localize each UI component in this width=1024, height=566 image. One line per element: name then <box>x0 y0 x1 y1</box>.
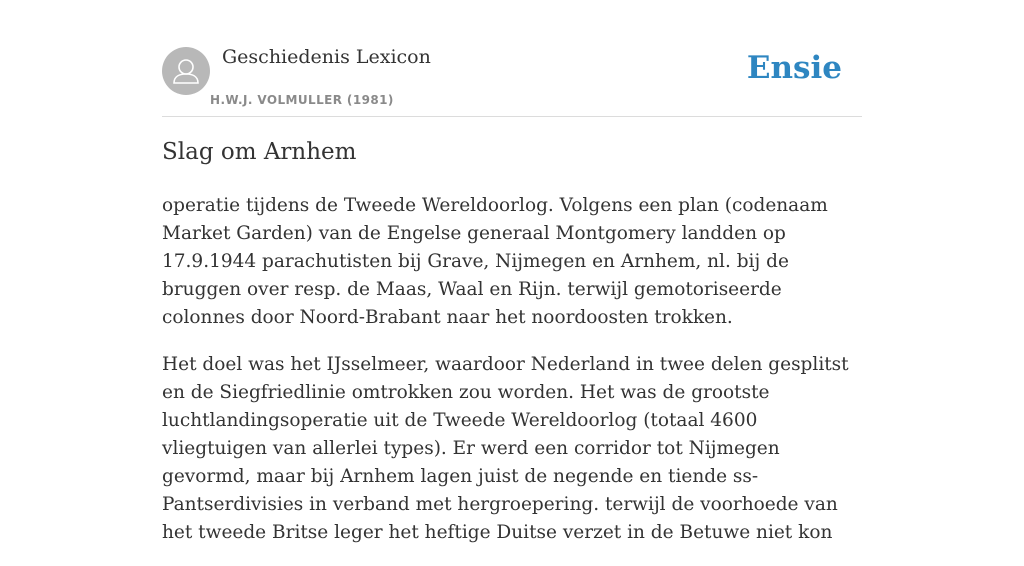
entry-header <box>162 46 862 117</box>
entry-paragraph: Het doel was het IJsselmeer, waardoor Nederland in twee delen gesplitst en de Siegfriedlinie omtrokken zou worden. Het was de grootste luchtlandingsoperatie uit de Tweede Wereldoorlog (totaal 4600 vliegtuigen van allerlei types). Er werd een corridor tot Nijmegen gevormd, maar bij Arnhem lagen juist de negende en tiende ss-Pantserdivisies in verband met hergroepering. terwijl de voorhoede van het tweede Britse leger het heftige Duitse verzet in de Betuwe niet kon <box>162 354 849 543</box>
author-line[interactable]: H.W.J. VOLMULLER (1981) <box>210 93 394 107</box>
entry-body <box>162 192 867 566</box>
lexicon-title[interactable]: Geschiedenis Lexicon <box>222 46 431 68</box>
entry-title: Slag om Arnhem <box>162 139 357 165</box>
brand-logo[interactable]: Ensie <box>746 50 842 86</box>
entry-paragraph: operatie tijdens de Tweede Wereldoorlog. Volgens een plan (codenaam Market Garden) van de Engelse generaal Montgomery landden op 17.9.1944 parachutisten bij Grave, Nijmegen en Arnhem, nl. bij de bruggen over resp. de Maas, Waal en Rijn. terwijl gemotoriseerde colonnes door Noord-Brabant naar het noordoosten trokken. <box>162 195 828 328</box>
user-icon <box>162 47 210 95</box>
avatar[interactable] <box>162 47 210 95</box>
